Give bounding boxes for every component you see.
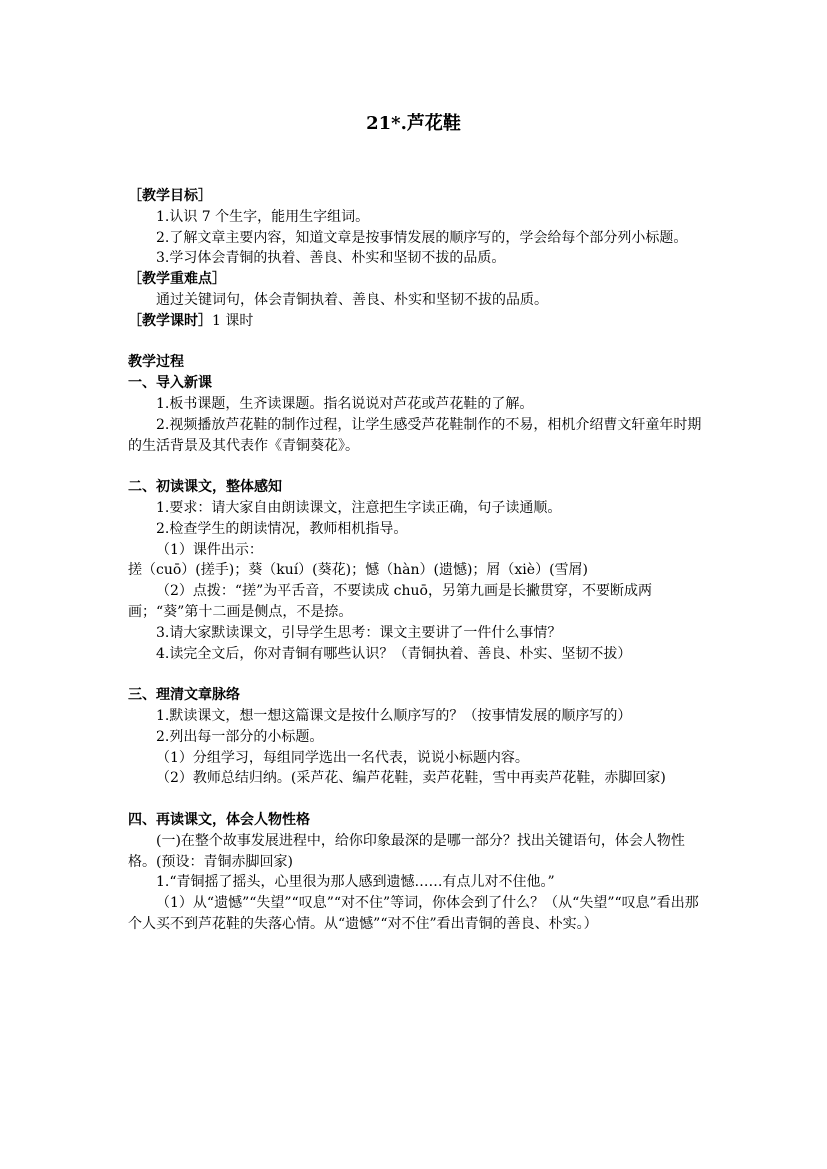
section-paragraph: 1.要求：请大家自由朗读课文，注意把生字读正确，句子读通顺。 bbox=[156, 499, 562, 516]
section-paragraph: 2.视频播放芦花鞋的制作过程，让学生感受芦花鞋制作的不易，相机介绍曹文轩童年时期的生活背景及其代表作《青铜葵花》。 bbox=[128, 416, 702, 454]
difficulties-text: 通过关键词句，体会青铜执着、善良、朴实和坚韧不拔的品质。 bbox=[156, 291, 548, 308]
section-paragraph: （1）课件出示： bbox=[156, 541, 263, 558]
objectives-heading: ［教学目标］ bbox=[128, 188, 212, 204]
section-heading: 三、理清文章脉络 bbox=[128, 687, 240, 704]
section-paragraph: 1.板书课题，生齐读课题。指名说说对芦花或芦花鞋的了解。 bbox=[156, 395, 534, 412]
section-paragraph: 1.默读课文，想一想这篇课文是按什么顺序写的？（按事情发展的顺序写的） bbox=[156, 707, 632, 724]
section-paragraph: (一)在整个故事发展进程中，给你印象最深的是哪一部分？找出关键语句，体会人物性格。(预设：青铜赤脚回家) bbox=[128, 832, 685, 870]
section-heading: 二、初读课文，整体感知 bbox=[128, 479, 282, 496]
pinyin-list: 搓（cuō）(搓手)；葵（kuí）(葵花)；憾（hàn）(遗憾)；屑（xiè）(雪屑) bbox=[128, 562, 588, 579]
section-paragraph: （1）分组学习，每组同学选出一名代表，说说小标题内容。 bbox=[156, 749, 529, 766]
section-paragraph: 3.请大家默读课文，引导学生思考：课文主要讲了一件什么事情？ bbox=[156, 624, 562, 641]
duration-heading: ［教学课时］ bbox=[128, 312, 212, 329]
section-paragraph: （1）从“遗憾”“失望”“叹息”“对不住”等词，你体会到了什么？（从“失望”“叹息”看出那个人买不到芦花鞋的失落心情。从“遗憾”“对不住”看出青铜的善良、朴实。） bbox=[128, 895, 699, 932]
section-paragraph: 2.列出每一部分的小标题。 bbox=[156, 728, 324, 745]
duration-line bbox=[128, 311, 708, 332]
section-paragraph: 2.检查学生的朗读情况，教师相机指导。 bbox=[156, 520, 408, 537]
section-heading: 一、导入新课 bbox=[128, 375, 212, 392]
objective-item: 3.学习体会青铜的执着、善良、朴实和坚韧不拔的品质。 bbox=[156, 250, 506, 267]
section-paragraph: 1.“青铜摇了摇头，心里很为那人感到遗憾……有点儿对不住他。” bbox=[156, 874, 555, 891]
process-heading: 教学过程 bbox=[128, 354, 184, 371]
objective-item: 1.认识 7 个生字，能用生字组词。 bbox=[156, 208, 370, 225]
document-body bbox=[128, 186, 708, 935]
section-paragraph: 4.读完全文后，你对青铜有哪些认识？（青铜执着、善良、朴实、坚韧不拔） bbox=[156, 645, 632, 662]
section-paragraph: （2）教师总结归纳。(采芦花、编芦花鞋，卖芦花鞋，雪中再卖芦花鞋，赤脚回家) bbox=[156, 770, 666, 787]
duration-value: 1 课时 bbox=[212, 312, 254, 329]
difficulties-heading: ［教学重难点］ bbox=[128, 271, 226, 288]
section-paragraph: （2）点拨：“搓”为平舌音，不要读成 chuō，另第九画是长撇贯穿，不要断成两画；“葵”第十二画是侧点，不是捺。 bbox=[128, 583, 652, 620]
objective-item: 2.了解文章主要内容，知道文章是按事情发展的顺序写的，学会给每个部分列小标题。 bbox=[156, 229, 688, 246]
document-title: 21*.芦花鞋 bbox=[366, 113, 461, 134]
section-heading: 四、再读课文，体会人物性格 bbox=[128, 811, 310, 828]
